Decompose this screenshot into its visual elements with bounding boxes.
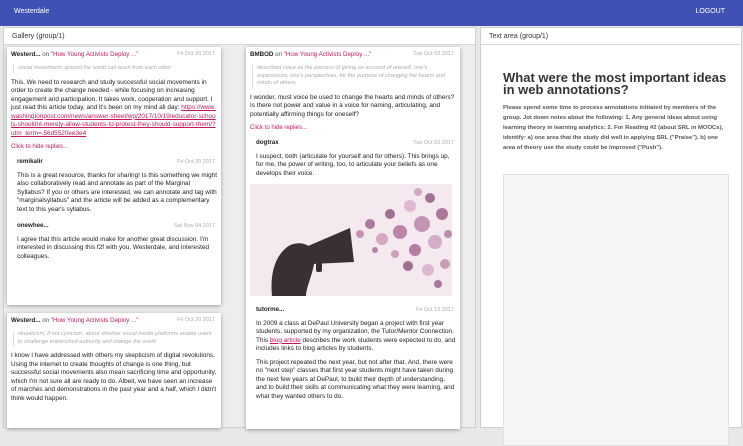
reply-date: Fri Oct 13 2017 — [416, 306, 454, 315]
reply-body: This is a great resource, thanks for sharing! Is this something we might also collaboratively read and annotate as part of the Marginal Syllabus? If you or others are interested, we can annotate and tag with "marginalsyllabus" and the article will be added as a complementary text to this year's syllabus. — [17, 172, 217, 215]
reply-text: describes the work students were expected to do, and includes links to blog articles by students. — [256, 337, 455, 353]
annotation-date: Fri Oct 20 2017 — [177, 51, 215, 57]
reply-body: I agree that this article would make for another great discussion. I'm interested in discussing this f2f with you, Westerdale, and interested colleagues. — [17, 236, 217, 262]
annotation-author[interactable]: BMBOD — [250, 51, 273, 58]
annotation-header — [7, 47, 221, 60]
annotation-author[interactable]: Westerd... — [11, 51, 40, 58]
document-link[interactable]: "How Young Activists Deploy ..." — [51, 51, 139, 58]
annotation-card[interactable] — [246, 47, 460, 429]
annotation-author[interactable]: Westerd... — [11, 317, 40, 324]
annotation-date: Fri Oct 20 2017 — [177, 317, 215, 323]
annotation-card[interactable] — [7, 313, 221, 428]
on-label: on — [275, 51, 282, 58]
reply-author[interactable]: dogtrax — [256, 139, 456, 148]
notes-textarea[interactable] — [503, 174, 729, 446]
annotation-date: Tue Oct 03 2017 — [413, 51, 454, 57]
text-area-title: Text area (group/1) — [481, 28, 741, 45]
prompt-instructions: Please spend some time to process annotations initiated by members of the group. Jot down notes about the following: 1. Any general ideas about using learning theory in learning analytics; 2. For Reading #2 (about SRL in MOOCs), identify: a) one area that the study did well in applying SRL ("Praise"), b) one area of theory use the study could be improved ("Push"). — [503, 103, 729, 153]
gallery-title: Gallery (group/1) — [4, 28, 475, 45]
hide-replies-link[interactable]: Click to hide replies... — [11, 144, 217, 150]
reply-item — [256, 139, 456, 178]
on-label: on — [42, 317, 49, 324]
reply-body: This project repeated the next year, but not after that. And, there were no "next step" classes that first year students might have taken during the next few years at DePaul, to build their depth of understanding, and to build their skills at communicating what they were learning, and what they wanted others to do. — [256, 359, 456, 402]
annotation-body: I wonder, must voice be used to change the hearts and minds of others? Is there not power and value in a voice for naming, articulating, and potentially affirming things for oneself? — [250, 94, 456, 120]
username-label: Westerdale — [14, 8, 49, 15]
annotation-text: This. We need to research and study successful social movements in order to create the change needed - while focusing on increasing engagement and participation. It takes work, cooperation and support. I just read this article today, and it's been on my mind all day: — [11, 79, 212, 112]
document-link[interactable]: "How Young Activists Deploy ..." — [284, 51, 372, 58]
reply-item — [17, 222, 217, 261]
top-navigation-bar — [0, 0, 743, 26]
reply-date: Sat Nov 04 2017 — [174, 222, 215, 231]
reply-text: In 2009 a class at DePaul University began a project with first year students, supported by my organization, the Tutor/Mentor Connection. This — [256, 320, 454, 344]
prompt-question: What were the most important ideas in web annotations? — [503, 72, 733, 96]
reply-body — [256, 320, 456, 354]
reply-author[interactable]: tutorme... — [256, 306, 456, 315]
annotation-body — [11, 79, 217, 139]
annotation-header — [246, 47, 460, 60]
reply-body: I suspect, both (articulate for yourself and for others). This brings up, for me, the power of writing, too, to articulate your beliefs as one develops their voice. — [256, 153, 456, 179]
reply-date: Fri Oct 20 2017 — [177, 158, 215, 167]
on-label: on — [42, 51, 49, 58]
reply-item — [256, 306, 456, 401]
megaphone-image — [250, 184, 452, 296]
hide-replies-link[interactable]: Click to hide replies... — [250, 125, 456, 131]
gallery-panel — [3, 27, 476, 428]
logout-button[interactable]: LOGOUT — [695, 8, 725, 15]
annotation-body: I know I have addressed with others my skepticism of digital revolutions. Using the internet to create thoughts of change is one thing, but successful social movements also mean sacrificing time and opportunity, which I'm not sure all are ready to do. Albeit, we have seen an increase of marches and demonstrations in the past year and a half, which I didn't think would happen. — [11, 352, 217, 403]
reply-date: Tue Oct 03 2017 — [413, 139, 454, 148]
blog-article-link[interactable]: blog article — [270, 337, 301, 344]
text-area-panel — [480, 27, 742, 428]
annotation-quote: social movements around the world can learn from each other — [13, 65, 215, 73]
reply-author[interactable]: onewhee... — [17, 222, 217, 231]
annotation-quote: described voice as the process of giving an account of oneself, one's experiences, one's perspectives, for the purpose of changing the hearts and minds of others. — [252, 65, 454, 88]
annotation-quote: skepticism, if not cynicism, about whether social media platforms enable users to challenge entrenched authority and change the world — [13, 331, 215, 346]
annotation-card[interactable] — [7, 47, 221, 305]
article-link[interactable]: https://www.washingtonpost.com/news/answer-sheet/wp/2017/10/19/educator-schools-shouldnt-merely-allow-students-to-protest-they-should-support-them/?utm_term=.56d5520ee3e4 — [11, 104, 216, 137]
reply-item — [17, 158, 217, 214]
reply-author[interactable]: remikalir — [17, 158, 217, 167]
annotation-header — [7, 313, 221, 326]
document-link[interactable]: "How Young Activists Deploy ..." — [51, 317, 139, 324]
